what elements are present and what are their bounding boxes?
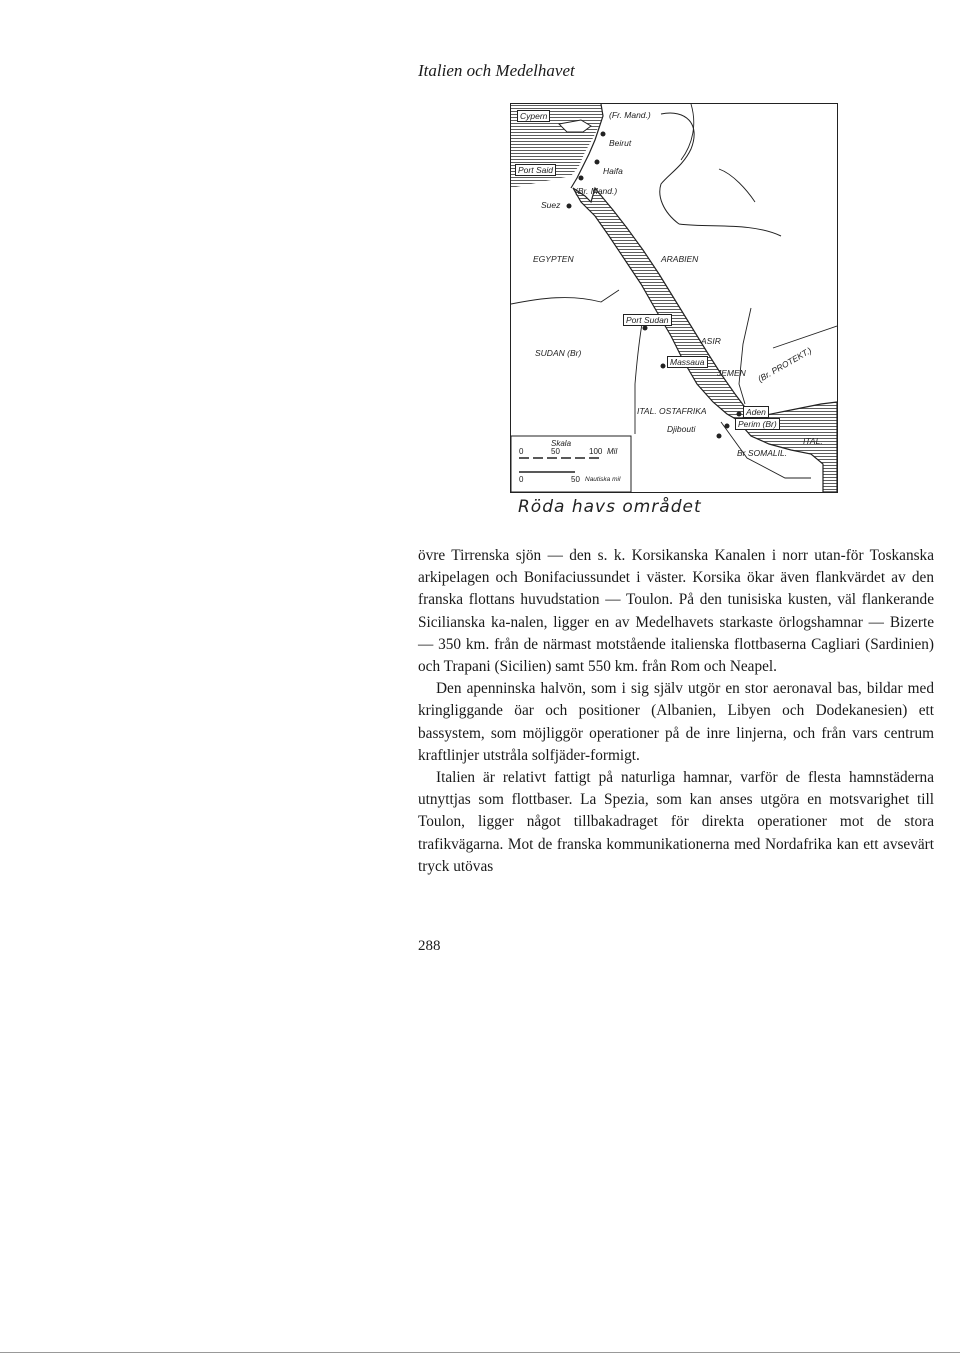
body-text xyxy=(418,545,934,878)
aden-marker xyxy=(737,412,742,417)
label-yemen: JEMEN xyxy=(717,368,746,378)
label-cyprus: Cypern xyxy=(517,110,550,122)
port-sudan-marker xyxy=(643,326,648,331)
paragraph-1: övre Tirrenska sjön — den s. k. Korsikanska Kanalen i norr utan-för Toskanska arkipelagen och Bonifaciussundet i väster. Korsika ökar även flankvärdet av den franska flottans huvudstation — Toulon. På den tunisiska kusten, väl flankerande Sicilianska ka-nalen, ligger en av Medelhavets starkaste örlogshamnar — Bizerte — 350 km. från de närmast motstående italienska flottbaserna Cagliari (Sardinien) och Trapani (Sicilien) samt 550 km. från Rom och Neapel. xyxy=(418,547,934,676)
label-asir: ASIR xyxy=(701,336,721,346)
label-br-somaliland: Br SOMALIL. xyxy=(737,448,788,458)
label-massaua: Massaua xyxy=(667,356,708,368)
label-beirut: Beirut xyxy=(609,138,632,148)
label-arabia: ARABIEN xyxy=(661,254,699,264)
label-suez: Suez xyxy=(541,200,561,210)
scale-mile-unit: Mil xyxy=(607,447,618,456)
label-port-said: Port Said xyxy=(515,164,556,176)
scale-naut-zero: 0 xyxy=(519,475,524,484)
scale-title: Skala xyxy=(551,439,572,448)
paragraph-2: Den apenninska halvön, som i sig själv utgör en stor aeronaval bas, bildar med kringliggande öar och positioner (Albanien, Libyen och Dodekanesien) ett bassystem, som möjliggör operationer på de inre linjerna, och från vars centrum kraftlinjer utstråla solfjäder-formigt. xyxy=(418,680,934,764)
label-aden: Aden xyxy=(743,406,769,418)
handwritten-caption: Röda havs området xyxy=(518,497,702,517)
port-said-marker xyxy=(579,176,584,181)
scale-mile-zero: 0 xyxy=(519,447,524,456)
haifa-marker xyxy=(595,160,600,165)
massaua-marker xyxy=(661,364,666,369)
label-haifa: Haifa xyxy=(603,166,623,176)
scale-mile-fifty: 50 xyxy=(551,447,560,456)
label-egypt: EGYPTEN xyxy=(533,254,574,264)
bottom-edge-line xyxy=(0,1352,960,1353)
scale-naut-unit: Nautiska mil xyxy=(585,476,621,483)
perim-marker xyxy=(725,424,730,429)
label-ital-ostafrika: ITAL. OSTAFRIKA xyxy=(637,406,707,416)
beirut-marker xyxy=(601,132,606,137)
paragraph-3: Italien är relativt fattigt på naturliga hamnar, varför de flesta hamnstäderna utnyttjas som flottbaser. La Spezia, som kan anses utgöra en motsvarighet till Toulon, ligger något tillbakadraget för direkta operationer mot de stora trafikvägarna. Mot de franska kommunikationerna med Nordafrika kan ett avsevärt tryck utövas xyxy=(418,769,934,875)
label-perim: Perim (Br) xyxy=(735,418,780,430)
scale-mile-hundred: 100 xyxy=(589,447,603,456)
label-port-sudan: Port Sudan xyxy=(623,314,672,326)
label-sudan: SUDAN (Br) xyxy=(535,348,582,358)
label-djibouti: Djibouti xyxy=(667,424,696,434)
page-number: 288 xyxy=(418,938,441,954)
scale-naut-fifty: 50 xyxy=(571,475,580,484)
label-fr-mand: (Fr. Mand.) xyxy=(609,110,651,120)
label-br-mand: (Br. Mand.) xyxy=(575,186,618,196)
djibouti-marker xyxy=(717,434,722,439)
suez-marker xyxy=(567,204,572,209)
label-ital: ITAL. xyxy=(803,436,823,446)
running-title: Italien och Medelhavet xyxy=(418,61,575,80)
label-br-protekt: (Br. PROTEKT.) xyxy=(756,345,814,384)
red-sea-map xyxy=(510,103,838,493)
